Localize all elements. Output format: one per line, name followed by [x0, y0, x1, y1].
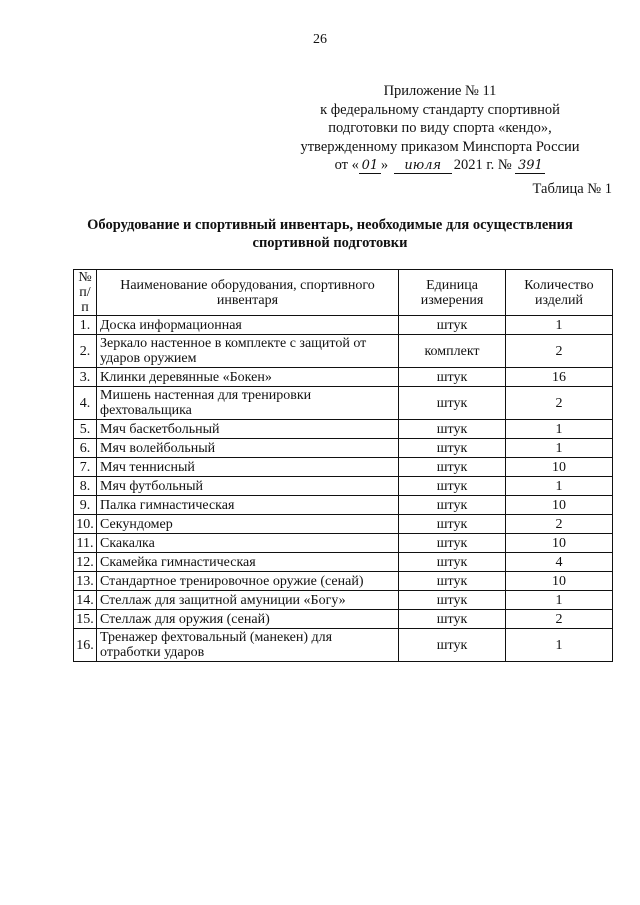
cell-num: 8. [74, 477, 97, 496]
cell-unit: штук [399, 534, 506, 553]
header-num: № п/п [74, 270, 97, 316]
table-label: Таблица № 1 [532, 181, 612, 197]
cell-qty: 16 [506, 368, 613, 387]
cell-unit: штук [399, 515, 506, 534]
cell-unit: штук [399, 439, 506, 458]
table-row [74, 610, 613, 629]
appendix-title: Приложение № 11 [383, 83, 497, 99]
header-qty: Количество изделий [506, 270, 613, 316]
cell-num: 2. [74, 335, 97, 368]
cell-qty: 1 [506, 439, 613, 458]
handwritten-day: 01 [359, 158, 381, 174]
appendix-header [270, 82, 610, 175]
cell-unit: штук [399, 420, 506, 439]
cell-name: Стеллаж для защитной амуниции «Богу» [97, 591, 399, 610]
date-year: 2021 г. № [453, 157, 512, 173]
appendix-line-standard: к федеральному стандарту спортивной [320, 101, 560, 118]
cell-name: Секундомер [97, 515, 399, 534]
cell-qty: 10 [506, 572, 613, 591]
handwritten-month: июля [394, 158, 452, 174]
date-mid: » [380, 157, 389, 173]
document-title: Оборудование и спортивный инвентарь, необходимые для осуществления спортивной подготовки [87, 217, 573, 251]
table-row [74, 515, 613, 534]
cell-name: Скакалка [97, 534, 399, 553]
table-row [74, 534, 613, 553]
page-number: 26 [313, 32, 327, 47]
cell-num: 1. [74, 316, 97, 335]
cell-num: 14. [74, 591, 97, 610]
cell-num: 5. [74, 420, 97, 439]
cell-name: Доска информационная [97, 316, 399, 335]
cell-qty: 10 [506, 496, 613, 515]
cell-qty: 1 [506, 316, 613, 335]
cell-qty: 1 [506, 477, 613, 496]
cell-name: Скамейка гимнастическая [97, 553, 399, 572]
table-row [74, 316, 613, 335]
appendix-line-sport: подготовки по виду спорта «кендо», [328, 120, 552, 136]
appendix-date-line [270, 156, 610, 175]
table-row [74, 368, 613, 387]
cell-qty: 2 [506, 515, 613, 534]
cell-qty: 2 [506, 387, 613, 420]
cell-unit: штук [399, 629, 506, 662]
cell-unit: штук [399, 610, 506, 629]
cell-name: Палка гимнастическая [97, 496, 399, 515]
cell-unit: штук [399, 368, 506, 387]
cell-unit: штук [399, 477, 506, 496]
cell-name: Тренажер фехтовальный (манекен) для отработки ударов [97, 629, 399, 662]
cell-name: Клинки деревянные «Бокен» [97, 368, 399, 387]
table-row [74, 553, 613, 572]
table-row [74, 629, 613, 662]
cell-qty: 1 [506, 591, 613, 610]
cell-num: 12. [74, 553, 97, 572]
cell-num: 3. [74, 368, 97, 387]
cell-qty: 1 [506, 420, 613, 439]
cell-unit: штук [399, 591, 506, 610]
cell-name: Мяч футбольный [97, 477, 399, 496]
cell-qty: 10 [506, 534, 613, 553]
date-prefix: от « [334, 157, 359, 173]
table-row [74, 420, 613, 439]
cell-num: 7. [74, 458, 97, 477]
table-row [74, 572, 613, 591]
table-row [74, 496, 613, 515]
cell-name: Стеллаж для оружия (сенай) [97, 610, 399, 629]
cell-unit: штук [399, 553, 506, 572]
cell-name: Стандартное тренировочное оружие (сенай) [97, 572, 399, 591]
cell-num: 16. [74, 629, 97, 662]
appendix-line-order: утвержденному приказом Минспорта России [300, 138, 580, 155]
table-row [74, 335, 613, 368]
cell-unit: штук [399, 496, 506, 515]
cell-num: 9. [74, 496, 97, 515]
cell-num: 11. [74, 534, 97, 553]
header-name: Наименование оборудования, спортивного инвентаря [97, 270, 399, 316]
table-row [74, 439, 613, 458]
cell-qty: 2 [506, 335, 613, 368]
cell-unit: штук [399, 572, 506, 591]
cell-num: 6. [74, 439, 97, 458]
table-row [74, 387, 613, 420]
cell-name: Мяч баскетбольный [97, 420, 399, 439]
cell-qty: 4 [506, 553, 613, 572]
cell-unit: штук [399, 387, 506, 420]
cell-num: 15. [74, 610, 97, 629]
table-row [74, 591, 613, 610]
cell-name: Зеркало настенное в комплекте с защитой от ударов оружием [97, 335, 399, 368]
cell-name: Мишень настенная для тренировки фехтовальщика [97, 387, 399, 420]
cell-qty: 10 [506, 458, 613, 477]
cell-name: Мяч теннисный [97, 458, 399, 477]
cell-qty: 1 [506, 629, 613, 662]
cell-name: Мяч волейбольный [97, 439, 399, 458]
equipment-table [73, 269, 613, 662]
handwritten-order-number: 391 [515, 158, 545, 174]
table-body [74, 316, 613, 662]
header-unit: Единица измерения [399, 270, 506, 316]
cell-unit: штук [399, 458, 506, 477]
cell-unit: штук [399, 316, 506, 335]
cell-num: 13. [74, 572, 97, 591]
cell-num: 10. [74, 515, 97, 534]
cell-num: 4. [74, 387, 97, 420]
table-header-row [74, 270, 613, 316]
cell-qty: 2 [506, 610, 613, 629]
table-row [74, 477, 613, 496]
table-row [74, 458, 613, 477]
cell-unit: комплект [399, 335, 506, 368]
